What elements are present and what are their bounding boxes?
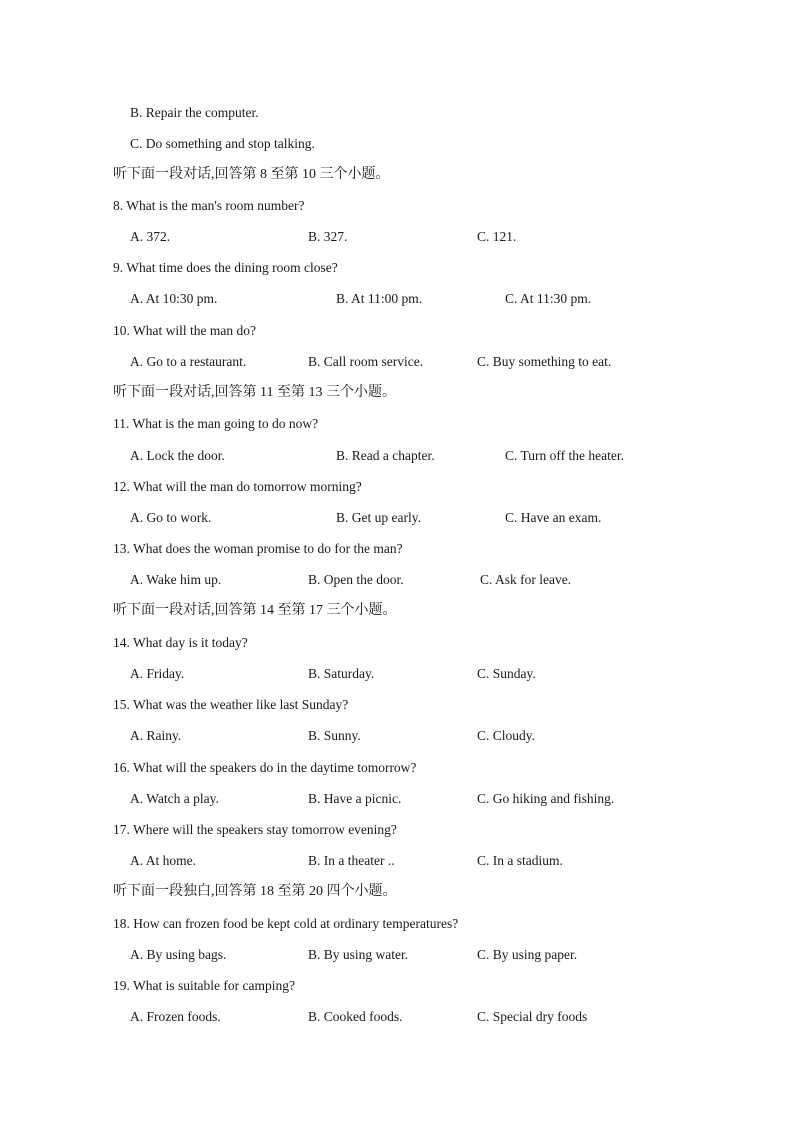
option-b: B. 327. <box>308 229 348 244</box>
option-b: B. At 11:00 pm. <box>336 291 423 306</box>
option-c: C. Buy something to eat. <box>477 354 612 369</box>
option-a: A. By using bags. <box>130 947 227 962</box>
option-a: A. Frozen foods. <box>130 1009 221 1024</box>
option-c: C. Cloudy. <box>477 728 536 743</box>
option-b: B. Get up early. <box>336 510 421 525</box>
option-a: A. Go to a restaurant. <box>130 354 247 369</box>
question-text: 17. Where will the speakers stay tomorrow evening? <box>113 822 397 837</box>
option-a: A. Wake him up. <box>130 572 222 587</box>
question-text: 19. What is suitable for camping? <box>113 978 295 993</box>
question-text: 12. What will the man do tomorrow morning? <box>113 479 362 494</box>
option-c: C. Sunday. <box>477 666 536 681</box>
option-a: A. 372. <box>130 229 171 244</box>
option-b: B. Read a chapter. <box>336 448 435 463</box>
question-text: 9. What time does the dining room close? <box>113 260 338 275</box>
option-c: C. In a stadium. <box>477 853 563 868</box>
option-a: A. Go to work. <box>130 510 212 525</box>
option-c: C. By using paper. <box>477 947 578 962</box>
option-c: C. Special dry foods <box>477 1009 588 1024</box>
option-b: B. Sunny. <box>308 728 361 743</box>
option-a: A. At 10:30 pm. <box>130 291 218 306</box>
option-c: C. Go hiking and fishing. <box>477 791 615 806</box>
question-text: 14. What day is it today? <box>113 635 248 650</box>
question-text: 10. What will the man do? <box>113 323 256 338</box>
option-a: A. At home. <box>130 853 196 868</box>
option-a: A. Rainy. <box>130 728 182 743</box>
option-c: C. 121. <box>477 229 517 244</box>
option-b: B. Cooked foods. <box>308 1009 403 1024</box>
option-b: B. Open the door. <box>308 572 404 587</box>
option-b: B. Have a picnic. <box>308 791 402 806</box>
section-header: 听下面一段对话,回答第 8 至第 10 三个小题。 <box>113 167 390 182</box>
question-text: 15. What was the weather like last Sunday? <box>113 697 349 712</box>
option-a: A. Watch a play. <box>130 791 219 806</box>
option-text: C. Do something and stop talking. <box>130 136 315 151</box>
section-header: 听下面一段独白,回答第 18 至第 20 四个小题。 <box>113 884 397 899</box>
question-text: 8. What is the man's room number? <box>113 198 305 213</box>
question-text: 13. What does the woman promise to do for the man? <box>113 541 403 556</box>
option-b: B. By using water. <box>308 947 409 962</box>
option-b: B. Saturday. <box>308 666 375 681</box>
option-a: A. Lock the door. <box>130 448 225 463</box>
option-text: B. Repair the computer. <box>130 105 259 120</box>
section-header: 听下面一段对话,回答第 14 至第 17 三个小题。 <box>113 603 397 618</box>
option-a: A. Friday. <box>130 666 185 681</box>
section-header: 听下面一段对话,回答第 11 至第 13 三个小题。 <box>113 385 396 400</box>
question-text: 16. What will the speakers do in the daytime tomorrow? <box>113 760 417 775</box>
option-c: C. Ask for leave. <box>480 572 572 587</box>
option-c: C. Turn off the heater. <box>505 448 624 463</box>
option-c: C. At 11:30 pm. <box>505 291 592 306</box>
option-c: C. Have an exam. <box>505 510 602 525</box>
question-text: 18. How can frozen food be kept cold at ordinary temperatures? <box>113 916 459 931</box>
option-b: B. In a theater .. <box>308 853 395 868</box>
option-b: B. Call room service. <box>308 354 424 369</box>
question-text: 11. What is the man going to do now? <box>113 416 319 431</box>
